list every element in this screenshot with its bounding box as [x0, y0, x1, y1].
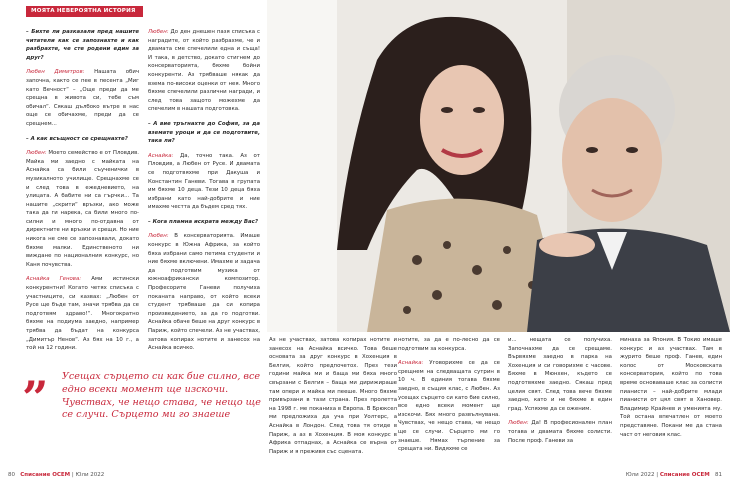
footer-left: 80 Списание ОСЕМ | Юли 2022: [8, 472, 105, 478]
magazine-name: Списание ОСЕМ: [659, 472, 710, 478]
quote-mark-icon: ”: [22, 371, 49, 425]
issue-date: Юли 2022: [75, 472, 105, 478]
page-number: 81: [715, 472, 722, 478]
magazine-name: Списание ОСЕМ: [20, 472, 71, 478]
pull-quote: Усещах сърцето си как бие силно, все едно всеки момент ще изскочи. Чувствах, че нещо става, че нещо ще се случи. Сърцето ми го знаеше: [62, 371, 261, 421]
question: – А как всъщност се срещнахте?: [26, 135, 128, 142]
question: – Кога пламна искрата между Вас?: [148, 218, 258, 225]
footer-right: Юли 2022 | Списание ОСЕМ 81: [625, 472, 722, 478]
paragraph: Любен: В консерваторията. Имаше конкурс в Южна Африка, за който бяха избрани само петима студенти и ние бяхме включени. Имахме и задача да подготвим музика от южноафрикански композитор. Професорите Ганеви получиха поканата направо, от който всеки студент трябваше да си копира произведението, за да го подготви. Аснайка обаче беше на друг конкурс в Париж, който спечели. Аз не участвах, затова копирах нотите и занесох на Аснайка всичко.: [148, 233, 260, 352]
paragraph: Аз не участвах, затова копирах нотите и занесох на Аснайка всичко. Това беше основата за друг конкурс в Хохенция в Белгия, който предпочетох. През тези години майка ми и баща ми бяха много свързани с Белгия – баща ми дирижираше там опери и майка ми пееше. Много бяхме привързани в тази страна. През пролетта на 1998 г. ме поканиха в Европа. В Брюксел ми предложиха да уча при Уолтерс, а Аснайка в Лондон. След това тя отиде в Париж, а аз в Хохенция. В моя конкурс в Африка отпаднах, а Аснайка се върна от Париж и я преживя със сцената.: [269, 337, 397, 455]
paragraph: и... нещата се получиха. Започнахме да се срещаме. Вървяхме заедно в парка на Хохенция и си говорихме с часове. Бяхме в Мюнхен, където се подготвяхме заедно. Сякаш пред целия свят. След това вече бяхме заедно, като и не бяхме в един град. Успяхме да се оженим.: [508, 337, 612, 412]
paragraph: Любен: До ден днешен пазя списъка с наградите, от който разбрахме, че и двамата сме спечелили една и съща! И така, в детство, докато стигнем до консерваторията, бяхме бойни конкуренти. Аз трябваше някак да взема по-високи оценки от нея. Много бяхме спечелили различни награди, и след това защото можехме да спечелим в нашата подготовка.: [148, 29, 260, 113]
paragraph: минаха за Япония. В Токио имаше конкурс и аз участвах. Там в журито беше проф. Ганев, един колос от Московската консерватория, който по това време основаваше клас за солисти пианисти – най-добрите млади пианисти от цял свят в Хановер. Владимир Крайнев и уменията му. Той остана впечатлен от моето представяне. Покани ме да стана част от неговия клас.: [620, 337, 722, 438]
text-column-4: [398, 336, 500, 466]
text-column-2: [148, 28, 260, 368]
question: – А вие тръгнахте до София, за да вземате уроци и да се подготвите, така ли?: [148, 120, 260, 145]
paragraph: нотите, за да е по-лесно да се подготвим за конкурса.: [398, 337, 500, 352]
paragraph: Любен Димитров: Нашата обич започна, както се пее в песента „Миг като Вечност“ – „Още преди да ме срещна в живота си, тебе съм обичал“. Сякаш дълбоко вътре в нас още се обичахме, преди да се срещнем...: [26, 69, 139, 127]
text-column-5: [508, 336, 612, 466]
page-number: 80: [8, 472, 15, 478]
paragraph: Любен: Да! В професионален план тогава и двамата бяхме солисти. После проф. Ганеви за: [508, 420, 612, 444]
section-tag: МОЯТА НЕВЕРОЯТНА ИСТОРИЯ: [26, 6, 143, 17]
text-column-6: [620, 336, 722, 466]
paragraph: Любен: Моето семейство е от Пловдив. Майка ми заедно с майката на Аснайка са били съученички в музикалното училище. Срещнахме се и след това в ежедневието, на улицата. А бабите ни са гърчки... Та нашите „скрити“ връзки, ако може така да ги нарека, са били много по-силни и много по-отдавна от директните ни връзки и срещи. Но ние никога не сме се запознавали, докато бяхме малки. Единственото ни виждане по националния конкурс, но Каня почувства.: [26, 150, 139, 268]
question: – Бихте ли разказали пред нашите читатели как се запознахте и как разбрахте, че сте родени един за друг?: [26, 29, 139, 61]
text-column-1: [26, 28, 139, 368]
text-column-3: [269, 336, 397, 466]
issue-date: Юли 2022: [625, 472, 655, 478]
paragraph: Аснайка: Да, точно така. Аз от Пловдив, а Любен от Русе. И двамата се подготвяхме при Дакуша и Константин Ганеви. Тогава в групата им бяхме 10 деца. Тези 10 деца бяха избрани като най-добрите и ние имахме честта да бъдем сред тях.: [148, 152, 260, 211]
paragraph: Аснайка: Уговорихме се да се срещнем на следващата сутрин в 10 ч. В единия тогава бяхме заедно, в същия клас, с Любен. Аз усещах сърцето си като бие силно, все едно всеки момент ще изскочи. Бях много развълнувана. Чувствах, че нещо става, че нещо ще се случи. Сърцето ми го знаеше. Нямах търпение за срещата ни. Видяхме се: [398, 360, 500, 453]
paragraph: Аснайка Генова: Ами истински конкурентни! Когато четях списъка с участниците, си казвах: „Любен от Русе ще бъде там, значи трябва да се подготвям здраво!“. Многократно бяхме на подиума заедно, например трябва да бъдат на конкурса „Димитър Ненов“. Аз бях на 10 г., а той на 12 години.: [26, 276, 139, 352]
couple-photo: [267, 0, 730, 332]
